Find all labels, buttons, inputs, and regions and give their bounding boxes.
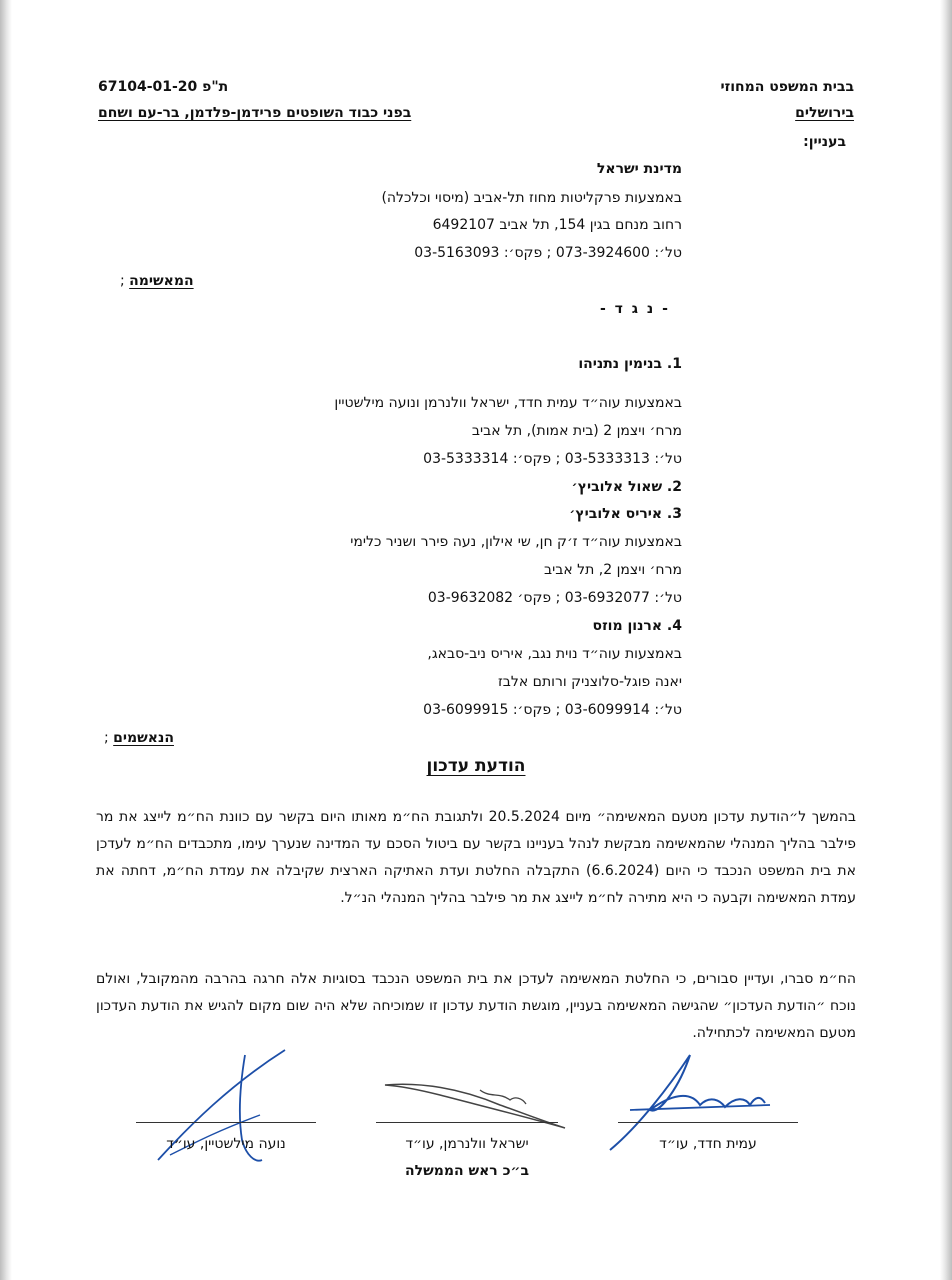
notice-title: הודעת עדכון: [426, 756, 526, 776]
page-edge-right: [940, 0, 952, 1280]
court-city: בירושלים: [795, 105, 854, 121]
prosecution-phones: טל׳: 073-3924600 ; פקס׳: 03-5163093: [414, 245, 682, 261]
notice-paragraph-1: בהמשך ל״הודעת עדכון מטעם המאשימה״ מיום 20.5.2024 ולתגובת הח״מ מאותו היום בקשר עם כוונת הח״מ לייצג את מר פילבר בהליך המנהלי שהמאשימה מבקשת לנהל בעניינו בקשר עם ביטול הסכם עד המדינה שנערך עימו, מתכבדים הח״מ לעדכן את בית המשפט הנכבד כי היום (6.6.2024) התקבלה החלטת ועדת האתיקה הארצית שקיבלה את עמדת הח״מ, דחתה את עמדת המאשימה וקבעה כי היא מתירה לח״מ לייצג את מר פילבר בהליך המנהלי הנ״ל.: [96, 809, 856, 906]
defendant-3-phones: טל׳: 03-6932077 ; פקס׳ 03-9632082: [427, 590, 682, 606]
defendant-1-via: באמצעות עוה״ד עמית חדד, ישראל וולנרמן ונועה מילשטיין: [334, 395, 682, 411]
signature-right-name: עמית חדד, עו״ד: [659, 1136, 757, 1152]
prosecution-via: באמצעות פרקליטות מחוז תל-אביב (מיסוי וכלכלה): [381, 190, 682, 206]
prosecution-address: רחוב מנחם בגין 154, תל אביב 6492107: [432, 217, 682, 233]
defendant-3-name: 3. איריס אלוביץ׳: [569, 506, 682, 522]
in-the-matter-label: בעניין:: [803, 134, 846, 150]
defendant-2-name: 2. שאול אלוביץ׳: [571, 479, 682, 495]
defendant-4-via-line2: יאנה פוגל-סלוצניק ורותם אלבז: [497, 674, 682, 690]
signature-left-scribble: [150, 1045, 310, 1175]
defendant-4-phones: טל׳: 03-6099914 ; פקס׳: 03-6099915: [423, 702, 682, 718]
signature-middle-name: ישראל וולנרמן, עו״ד: [405, 1136, 529, 1152]
defendant-4-via-line1: באמצעות עוה״ד נוית נגב, איריס ניב-סבאג,: [427, 646, 682, 662]
versus-divider: - נ ג ד -: [600, 301, 670, 317]
judges-panel: בפני כבוד השופטים פרידמן-פלדמן, בר-עם ושחם: [98, 105, 412, 121]
defendant-3-via: באמצעות עוה״ד ז׳ק חן, שי אילון, נעה פירר ושניר כלימי: [350, 534, 682, 550]
signature-line-left: [136, 1122, 316, 1123]
defendant-1-name: 1. בנימין נתניהו: [578, 356, 682, 372]
prosecution-role-suffix: ;: [120, 273, 125, 289]
defendants-role: [104, 729, 174, 747]
defendants-role-suffix: ;: [104, 730, 109, 746]
page-edge-left: [0, 0, 12, 1280]
defendant-3-address: מרח׳ ויצמן 2, תל אביב: [544, 562, 682, 578]
signature-left-name: נועה מילשטיין, עו״ד: [166, 1136, 286, 1152]
prosecution-name: מדינת ישראל: [596, 161, 682, 177]
defendants-role-label: הנאשמים: [113, 730, 174, 746]
defendant-1-address: מרח׳ ויצמן 2 (בית אמות), תל אביב: [471, 423, 682, 439]
prosecution-role-label: המאשימה: [129, 273, 194, 289]
notice-paragraph-2: הח״מ סברו, ועדיין סבורים, כי החלטת המאשימה לעדכן את בית המשפט הנכבד בסוגיות אלה חרגה בהרבה מהמקובל, ואולם נוכח ״הודעת העדכון״ שהגישה המאשימה בעניין, מוגשת הודעת עדכון זו שמוכיחה שלא היה שום מקום להגיש את הודעת העדכון מטעם המאשימה לכתחילה.: [96, 971, 856, 1041]
defendant-4-name: 4. ארנון מוזס: [592, 618, 682, 634]
case-number: ת"פ 67104-01-20: [98, 79, 229, 95]
court-name: בבית המשפט המחוזי: [720, 79, 854, 95]
prosecution-role: [120, 272, 194, 290]
signature-line-middle: [376, 1122, 558, 1123]
on-behalf-of: ב״כ ראש הממשלה: [405, 1163, 529, 1179]
signature-line-right: [618, 1122, 798, 1123]
signature-middle-scribble: [380, 1070, 570, 1140]
defendant-1-phones: טל׳: 03-5333313 ; פקס׳: 03-5333314: [423, 451, 682, 467]
